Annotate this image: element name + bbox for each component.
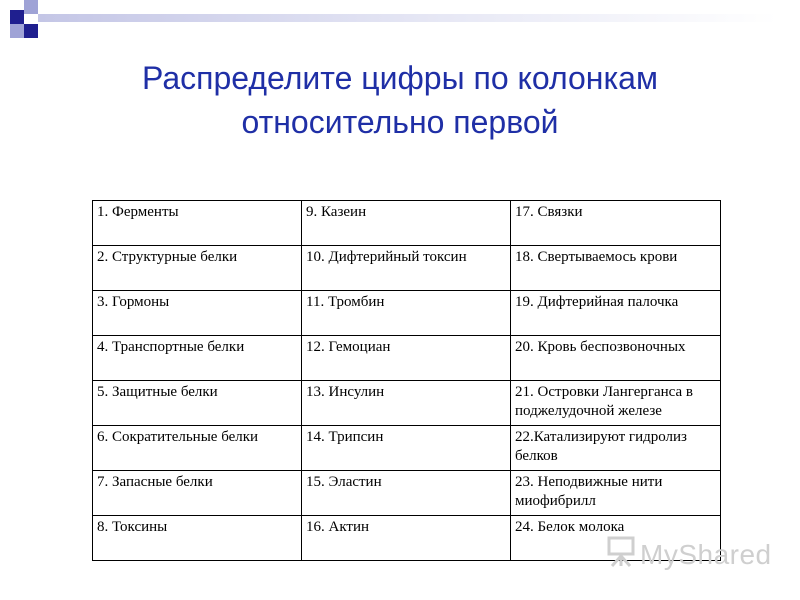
decor-square-dark bbox=[10, 10, 24, 24]
table-row bbox=[93, 201, 721, 246]
table-cell: 1. Ферменты bbox=[93, 201, 302, 246]
table-cell: 17. Связки bbox=[511, 201, 721, 246]
table-cell: 10. Дифтерийный токсин bbox=[302, 246, 511, 291]
slide-title-line-2: относительно первой bbox=[241, 104, 559, 140]
table-cell: 13. Инсулин bbox=[302, 381, 511, 426]
table-row bbox=[93, 246, 721, 291]
watermark-logo bbox=[606, 538, 772, 572]
slide-title-line-1: Распределите цифры по колонкам bbox=[142, 60, 658, 96]
decor-square-light bbox=[24, 0, 38, 14]
table-cell: 16. Актин bbox=[302, 516, 511, 561]
slide-title bbox=[60, 56, 740, 144]
table-row bbox=[93, 291, 721, 336]
table-cell: 6. Сократительные белки bbox=[93, 426, 302, 471]
table-cell: 21. Островки Лангерганса в поджелудочной железе bbox=[511, 381, 721, 426]
table-cell: 4. Транспортные белки bbox=[93, 336, 302, 381]
table-cell: 7. Запасные белки bbox=[93, 471, 302, 516]
table-cell: 18. Свертываемось крови bbox=[511, 246, 721, 291]
table-cell: 11. Тромбин bbox=[302, 291, 511, 336]
table-cell: 9. Казеин bbox=[302, 201, 511, 246]
table-row bbox=[93, 471, 721, 516]
table-cell: 8. Токсины bbox=[93, 516, 302, 561]
table-cell: 14. Трипсин bbox=[302, 426, 511, 471]
table-cell: 5. Защитные белки bbox=[93, 381, 302, 426]
table-cell: 24. Белок молока bbox=[511, 516, 721, 561]
decor-square-dark bbox=[24, 24, 38, 38]
table-cell: 12. Гемоциан bbox=[302, 336, 511, 381]
presentation-board-icon bbox=[606, 536, 640, 575]
table-cell: 19. Дифтерийная палочка bbox=[511, 291, 721, 336]
table-row bbox=[93, 426, 721, 471]
table-cell: 2. Структурные белки bbox=[93, 246, 302, 291]
table-cell: 20. Кровь беспозвоночных bbox=[511, 336, 721, 381]
table-row bbox=[93, 381, 721, 426]
table-cell: 15. Эластин bbox=[302, 471, 511, 516]
decor-square-light bbox=[10, 24, 24, 38]
protein-table bbox=[92, 200, 721, 561]
table-cell: 22.Катализируют гидролиз белков bbox=[511, 426, 721, 471]
table-cell: 23. Неподвижные нити миофибрилл bbox=[511, 471, 721, 516]
watermark-text: MyShared bbox=[640, 539, 772, 570]
table-cell: 3. Гормоны bbox=[93, 291, 302, 336]
decor-band bbox=[38, 14, 778, 22]
table-row bbox=[93, 336, 721, 381]
